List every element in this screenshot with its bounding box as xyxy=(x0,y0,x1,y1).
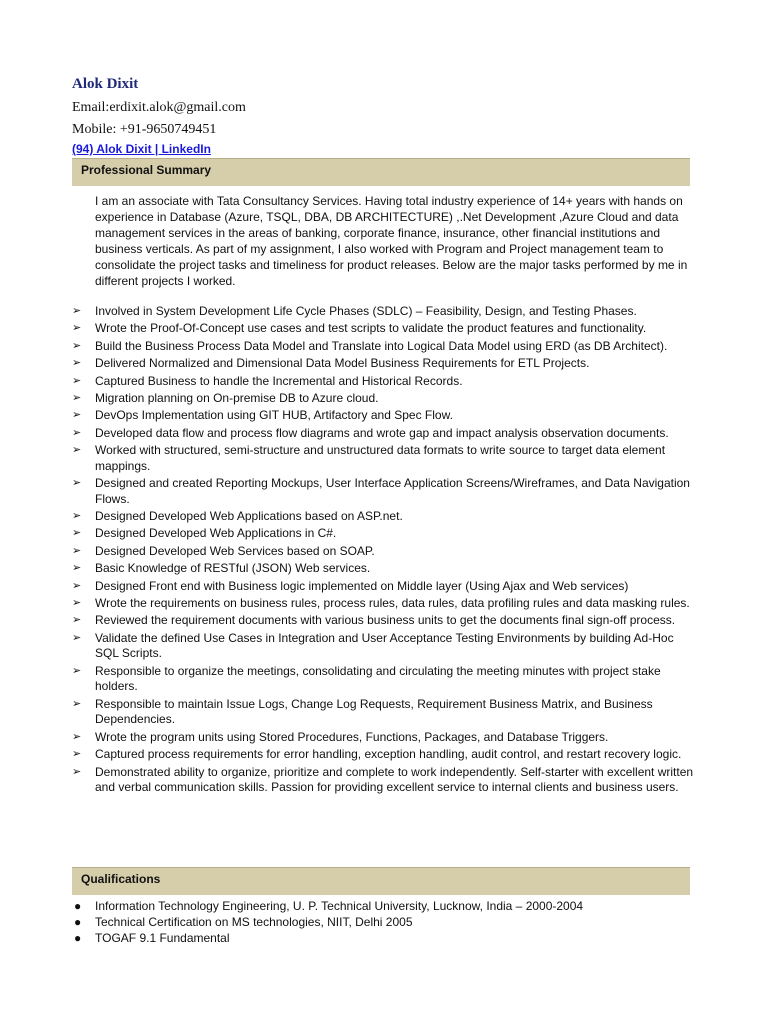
experience-item xyxy=(72,476,698,507)
experience-item xyxy=(72,426,698,442)
experience-item-text: Designed Front end with Business logic implemented on Middle layer (Using Ajax and Web services) xyxy=(95,578,629,593)
experience-item-text: Responsible to organize the meetings, consolidating and circulating the meeting minutes with project stake holders. xyxy=(95,663,661,694)
arrow-bullet-icon: ➢ xyxy=(72,426,82,439)
arrow-bullet-icon: ➢ xyxy=(72,305,82,317)
experience-item-text: Designed Developed Web Applications in C#. xyxy=(95,526,337,541)
arrow-bullet-icon: ➢ xyxy=(72,562,82,575)
experience-item-text: Developed data flow and process flow diagrams and wrote gap and impact analysis observation documents. xyxy=(95,425,669,440)
experience-item xyxy=(72,408,698,424)
experience-item xyxy=(72,664,698,695)
experience-item xyxy=(72,526,698,542)
experience-item xyxy=(72,596,698,612)
arrow-bullet-icon: ➢ xyxy=(72,614,82,627)
arrow-bullet-icon: ➢ xyxy=(72,544,82,557)
dot-bullet-icon: ● xyxy=(74,915,82,929)
experience-item-text: Wrote the program units using Stored Procedures, Functions, Packages, and Database Triggers. xyxy=(95,729,609,744)
arrow-bullet-icon: ➢ xyxy=(72,391,82,404)
arrow-bullet-icon: ➢ xyxy=(72,748,82,761)
experience-item xyxy=(72,509,698,525)
experience-item xyxy=(72,321,698,337)
candidate-name: Alok Dixit xyxy=(72,76,139,92)
arrow-bullet-icon: ➢ xyxy=(72,730,82,743)
experience-item xyxy=(72,697,698,728)
experience-item xyxy=(72,579,698,595)
experience-item-text: Migration planning on On-premise DB to Azure cloud. xyxy=(95,390,379,405)
qualification-item xyxy=(72,930,698,946)
experience-item-text: Designed Developed Web Applications based on ASP.net. xyxy=(95,509,403,524)
experience-item-text: Designed and created Reporting Mockups, User Interface Application Screens/Wireframes, and Data Navigation Flows. xyxy=(95,476,690,506)
arrow-bullet-icon: ➢ xyxy=(72,765,82,778)
qualifications-heading: Qualifications xyxy=(72,867,690,895)
experience-item-text: Responsible to maintain Issue Logs, Change Log Requests, Requirement Business Matrix, and Business Dependencies. xyxy=(95,696,653,727)
arrow-bullet-icon: ➢ xyxy=(72,631,82,644)
qualification-item-text: Technical Certification on MS technologies, NIIT, Delhi 2005 xyxy=(95,915,413,929)
mobile-line: Mobile: +91-9650749451 xyxy=(72,122,217,137)
experience-item xyxy=(72,391,698,407)
qualification-item xyxy=(72,898,698,914)
experience-item-text: Reviewed the requirement documents with various business units to get the documents final sign-off process. xyxy=(95,613,676,628)
experience-item-text: Wrote the Proof-Of-Concept use cases and test scripts to validate the product features and functionality. xyxy=(95,321,647,336)
experience-item-text: Basic Knowledge of RESTful (JSON) Web services. xyxy=(95,561,371,576)
qualification-item xyxy=(72,914,698,930)
arrow-bullet-icon: ➢ xyxy=(72,477,82,490)
experience-item xyxy=(72,339,698,355)
summary-paragraph: I am an associate with Tata Consultancy Services. Having total industry experience of 14+ years with hands on experience in Database (Azure, TSQL, DBA, DB ARCHITECTURE) ,.Net Development ,Azure Cloud and data management services in the areas of banking, corporate finance, insurance, other financial institutions and business verticals. As part of my assignment, I also worked with Program and Project management team to consolidate the project tasks and timeliness for product releases. Below are the major tasks performed by me in different projects I worked. xyxy=(95,194,688,288)
email-line: Email:erdixit.alok@gmail.com xyxy=(72,100,246,115)
arrow-bullet-icon: ➢ xyxy=(72,510,82,523)
experience-item-text: Worked with structured, semi-structure and unstructured data formats to write source to target data element mappings. xyxy=(95,443,666,473)
dot-bullet-icon: ● xyxy=(74,899,82,913)
experience-item xyxy=(72,544,698,560)
qualifications-list xyxy=(72,898,698,946)
dot-bullet-icon: ● xyxy=(74,931,82,945)
experience-item-text: Delivered Normalized and Dimensional Data Model Business Requirements for ETL Projects. xyxy=(95,356,590,371)
arrow-bullet-icon: ➢ xyxy=(72,339,82,352)
arrow-bullet-icon: ➢ xyxy=(72,697,82,710)
experience-item-text: Captured Business to handle the Incremental and Historical Records. xyxy=(95,373,463,388)
arrow-bullet-icon: ➢ xyxy=(72,579,82,592)
experience-item-text: DevOps Implementation using GIT HUB, Artifactory and Spec Flow. xyxy=(95,408,453,423)
experience-item-text: Demonstrated ability to organize, prioritize and complete to work independently. Self-starter with excellent written and verbal communication skills. Passion for providing excellent service to internal clients and business users. xyxy=(95,764,694,795)
experience-item-text: Captured process requirements for error handling, exception handling, audit control, and restart recovery logic. xyxy=(95,747,682,762)
arrow-bullet-icon: ➢ xyxy=(72,444,82,457)
qualification-item-text: TOGAF 9.1 Fundamental xyxy=(95,931,230,945)
experience-item-text: Designed Developed Web Services based on SOAP. xyxy=(95,543,375,558)
experience-item xyxy=(72,631,698,662)
experience-item xyxy=(72,730,698,746)
experience-item xyxy=(72,765,698,796)
experience-list xyxy=(72,304,698,798)
qualification-item-text: Information Technology Engineering, U. P. Technical University, Lucknow, India – 2000-2004 xyxy=(95,899,584,913)
experience-item-text: Validate the defined Use Cases in Integration and User Acceptance Testing Environments by building Ad-Hoc SQL Scripts. xyxy=(95,630,674,661)
arrow-bullet-icon: ➢ xyxy=(72,527,82,540)
arrow-bullet-icon: ➢ xyxy=(72,374,82,387)
linkedin-link[interactable]: (94) Alok Dixit | LinkedIn xyxy=(72,142,211,156)
arrow-bullet-icon: ➢ xyxy=(72,322,82,335)
experience-item xyxy=(72,356,698,372)
experience-item-text: Build the Business Process Data Model and Translate into Logical Data Model using ERD (as DB Architect). xyxy=(95,338,668,353)
experience-item-text: Wrote the requirements on business rules, process rules, data rules, data profiling rules and data masking rules. xyxy=(95,596,690,611)
experience-item xyxy=(72,304,698,320)
experience-item xyxy=(72,374,698,390)
experience-item xyxy=(72,613,698,629)
experience-item xyxy=(72,443,698,474)
experience-item-text: Involved in System Development Life Cycle Phases (SDLC) – Feasibility, Design, and Testing Phases. xyxy=(95,304,637,318)
arrow-bullet-icon: ➢ xyxy=(72,664,82,677)
professional-summary-heading: Professional Summary xyxy=(72,158,690,186)
arrow-bullet-icon: ➢ xyxy=(72,357,82,370)
arrow-bullet-icon: ➢ xyxy=(72,597,82,610)
experience-item xyxy=(72,747,698,763)
arrow-bullet-icon: ➢ xyxy=(72,409,82,422)
experience-item xyxy=(72,561,698,577)
